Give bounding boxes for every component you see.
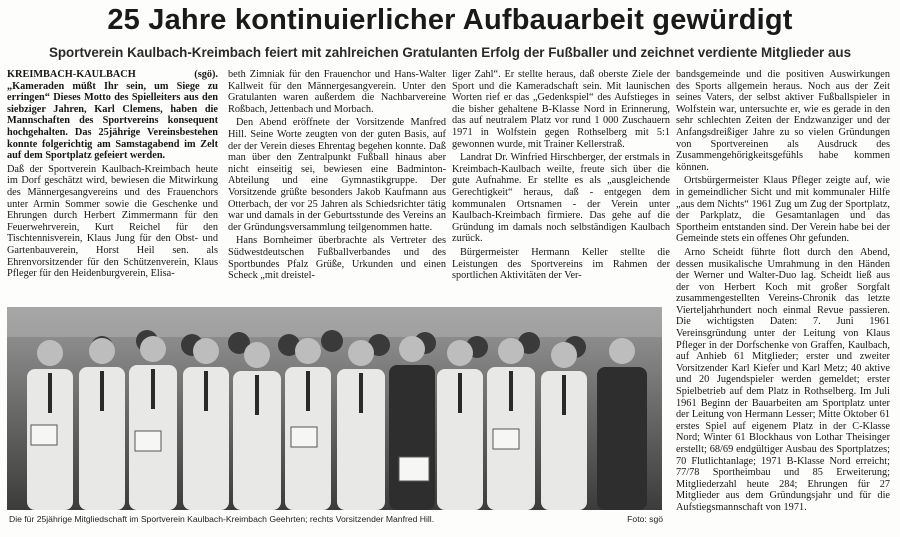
paragraph: liger Zahl“. Er stellte heraus, daß oberste Ziele der Sport und die Kameradschaft sein. Mit launischen Worten rief er das „Gedenkspiel“ des Aufstieges in die bisher gehaltene B-Klasse Nord in Erinnerung, das auf neutralem Platz vor rund 1 000 Zuschauern 1971 in Wolfstein gegen Rothselberg mit 5:1 gewonnen wurde, mit Trainer Kellerstraß. (452, 69, 670, 150)
photo-credit: Foto: sgö (627, 514, 663, 524)
text-column-1 (7, 69, 218, 282)
article-headline: 25 Jahre kontinuierlicher Aufbauarbeit gewürdigt (107, 4, 793, 36)
paragraph: Landrat Dr. Winfried Hirschberger, der erstmals in Kreimbach-Kaulbach weilte, freute sich über die gute Aufnahme. Er stellte es als „ausgleichende Gerechtigkeit“ heraus, daß - entgegen dem kommunalen Ortsnamen - der Verein unter Kaulbach-Kreimbach firmiere. Das gehe auf die Gründung im damals noch selbständigen Kaulbach zurück. (452, 152, 670, 245)
paragraph: bandsgemeinde und die positiven Auswirkungen des Sports allgemein heraus. Noch aus der Zeit seines Vaters, der selbst aktiver Fußballspieler in Wolfstein war, untersuchte er, wie es gerade in den sehr schlechten Zeiten der Endzwanziger und der Anfangsdreißiger Jahre zu so vielen Gründungen von Sportvereinen als Ausdruck des Zusammengehörigkeitsgefühls habe kommen können. (676, 69, 890, 173)
group-photo (7, 307, 662, 510)
paragraph: Arno Scheidt führte flott durch den Abend, dessen musikalische Umrahmung in den Händen der Werner und Walter-Duo lag. Scheidt ließ aus der von Herbert Koch mit großer Sorgfalt zusammengestellten Vereins-Chronik das letzte Vierteljahrhundert noch einmal Revue passieren. Die wichtigsten Daten: 7. Juni 1961 Vereinsgründung unter der Leitung von Klaus Pfleger in der Dorfschenke von Graffen, Kaulbach, auf Anhieb 61 Mitglieder; erster und zweiter Vorsitzender Karl Kiefer und Karl Metz; 40 aktive und 20 Jugendspieler werden gemeldet; erster Spielbetrieb auf dem Platz in Rothselberg. Im Juli 1961 Beginn der Bauarbeiten am Sportplatz unter der Leitung von Hermann Lesser; Mitte Oktober 61 erstes Spiel auf eigenem Platz in der C-Klasse Nord; Winter 61 Blockhaus von Lothar Theisinger erstellt; 68/69 endgültiger Ausbau des Sportplatzes; 70 Flutlichtanlage; 1971 B-Klasse Nord erreicht; 77/78 Sportheimbau und 85 Erweiterung; Mitgliederzahl heute 284; Ehrungen für 27 Mitglieder aus dem Gründungsjahr und für die Aufstiegsmannschaft von 1971. (676, 246, 890, 513)
text-column-2 (228, 69, 446, 284)
text-column-4 (676, 69, 890, 516)
paragraph: Ortsbürgermeister Klaus Pfleger zeigte auf, wie in gemeindlicher Sicht und mit kommunaler Hilfe „aus dem Nichts“ 1961 Zug um Zug der Sportplatz, der Parkplatz, die Gesamtanlagen und das Sportheim entstanden sind. Der Verein habe bei der Gemeinde stets ein offenes Ohr gefunden. (676, 175, 890, 245)
paragraph: Den Abend eröffnete der Vorsitzende Manfred Hill. Seine Worte zeugten von der guten Basis, auf der der Verein dieses Ehrentag begehen konnte. Daß man über den Zentralpunkt Fußball hinaus aber nicht einseitig sei, bewiesen eine Badminton-Abteilung und eine Gymnastikgruppe. Der Vorsitzende grüßte besonders Jakob Kaufmann aus Otterbach, der vor 25 Jahren als Schiedsrichter tätig war und damals in der Geburtsstunde des Vereins an der Gründungsversammlung teilgenommen hatte. (228, 117, 446, 233)
caption-text: Die für 25jährige Mitgliedschaft im Sportverein Kaulbach-Kreimbach Geehrten; rechts Vorsitzender Manfred Hill. (9, 514, 435, 524)
paragraph: Hans Bornheimer überbrachte als Vertreter des Südwestdeutschen Fußballverbandes und des Sportbundes Pfalz Grüße, Urkunden und einen Scheck „mit dreistel- (228, 235, 446, 282)
paragraph: beth Zimniak für den Frauenchor und Hans-Walter Kallweit für den Männergesangverein. Unter den Gratulanten waren außerdem die Nachbarvereine Roßbach, Jettenbach und Morbach. (228, 69, 446, 115)
paragraph: Daß der Sportverein Kaulbach-Kreimbach heute im Dorf geschätzt wird, bewiesen die Mitwirkung des Männergesangvereins und des Frauenchors unter Armin Sommer sowie die Geschenke und Ehrungen durch Herbert Zimmermann für den Feuerwehrverein, Kurt Reichel für den Tischtennisverein, Klaus Jung für den Obst- und Gartenbauverein, Horst Heil sen. als Ehrenvorsitzender für den Schützenverein, Klaus Pfleger für den Heidenburgverein, Elisa- (7, 163, 218, 280)
group-photo-illustration (7, 307, 662, 510)
text-column-3 (452, 69, 670, 284)
paragraph: Bürgermeister Hermann Keller stellte die Leistungen des Sportvereins im Rahmen der sportlichen Aktivitäten der Ver- (452, 246, 670, 282)
lead-paragraph: KREIMBACH-KAULBACH (sgö). „Kameraden müßt Ihr sein, um Siege zu erringen“ Dieses Motto des Spielleiters aus den siebziger Jahren, Karl Clemens, haben die Mannschaften des Sportvereins konsequent hochgehalten. Das 25jährige Vereinsbestehen konnte folgerichtig am Samstagabend im Zelt auf dem Sportplatz gefeiert werden. (7, 69, 218, 162)
photo-caption (9, 512, 663, 526)
article-subheadline: Sportverein Kaulbach-Kreimbach feiert mit zahlreichen Gratulanten Erfolg der Fußballer und zeichnet verdiente Mitglieder aus (48, 45, 852, 60)
